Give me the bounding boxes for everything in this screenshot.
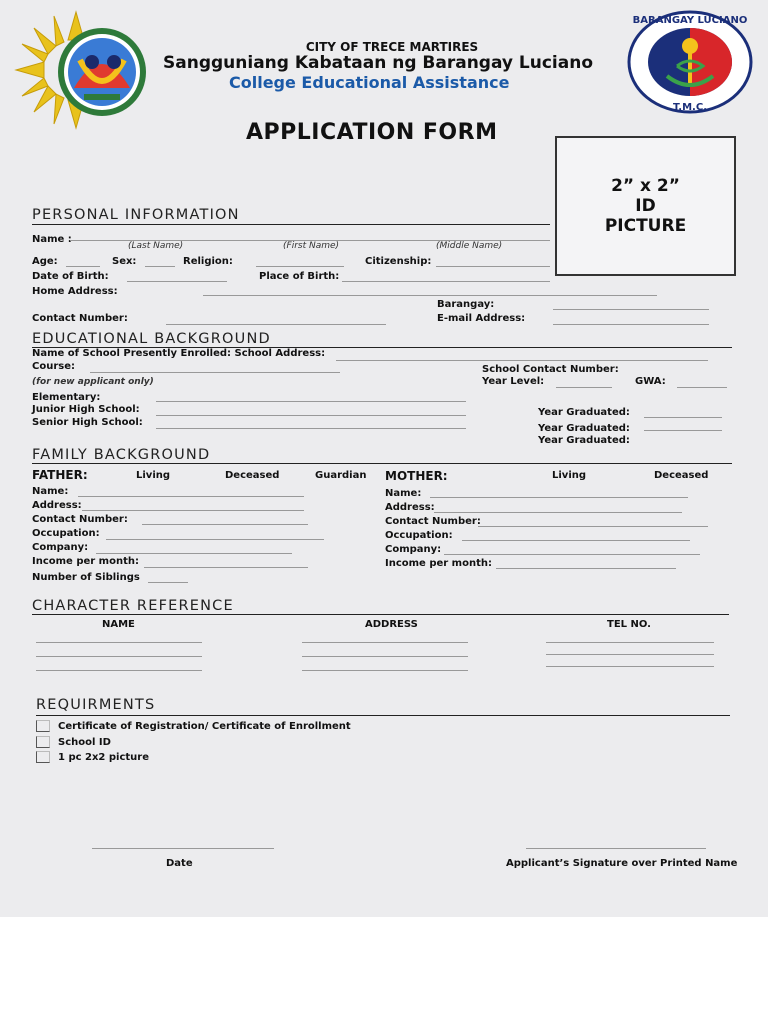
elementary-line[interactable] <box>156 401 466 402</box>
mother-contact-line[interactable] <box>478 526 708 527</box>
barangay-label: Barangay: <box>437 299 495 310</box>
citizenship-line[interactable] <box>436 266 550 267</box>
father-company-line[interactable] <box>96 553 292 554</box>
year-level-label: Year Level: <box>482 376 545 387</box>
elementary-label: Elementary: <box>32 392 101 403</box>
mother-contact-label: Contact Number: <box>385 516 481 527</box>
reference-col-tel: TEL NO. <box>607 619 651 630</box>
name-label: Name : <box>32 234 72 245</box>
sk-logo <box>14 10 148 130</box>
father-contact-line[interactable] <box>142 524 308 525</box>
reference-address-line-2[interactable] <box>302 656 468 657</box>
reference-address-line-3[interactable] <box>302 670 468 671</box>
school-address-line[interactable] <box>336 360 708 361</box>
school-name-label: Name of School Presently Enrolled: School Address: <box>32 348 326 359</box>
year-graduated-jhs-line[interactable] <box>644 430 722 431</box>
requirement-cor-label: Certificate of Registration/ Certificate of Enrollment <box>58 721 351 732</box>
reference-name-line-1[interactable] <box>36 642 202 643</box>
father-label: FATHER: <box>32 468 88 482</box>
middle-name-hint: (Middle Name) <box>436 241 503 251</box>
mother-income-line[interactable] <box>496 568 676 569</box>
mother-occupation-line[interactable] <box>462 540 690 541</box>
father-income-label: Income per month: <box>32 556 139 567</box>
email-label: E-mail Address: <box>437 313 526 324</box>
sex-line[interactable] <box>145 266 175 267</box>
siblings-label: Number of Siblings <box>32 572 140 583</box>
family-rule <box>32 463 732 464</box>
reference-heading: CHARACTER REFERENCE <box>32 598 234 614</box>
id-picture-id: ID <box>635 196 656 216</box>
gwa-line[interactable] <box>677 387 727 388</box>
reference-col-name: NAME <box>102 619 135 630</box>
organization-name: Sangguniang Kabataan ng Barangay Luciano <box>163 53 594 73</box>
father-contact-label: Contact Number: <box>32 514 128 525</box>
father-company-label: Company: <box>32 542 89 553</box>
reference-tel-line-1[interactable] <box>546 642 714 643</box>
father-name-line[interactable] <box>78 496 304 497</box>
requirement-checkbox-cor[interactable] <box>36 720 50 732</box>
personal-rule <box>32 224 550 225</box>
signature-line[interactable] <box>526 848 706 849</box>
father-living-option[interactable]: Living <box>136 470 171 481</box>
requirements-heading: REQUIRMENTS <box>36 697 156 713</box>
sex-label: Sex: <box>112 256 137 267</box>
personal-info-heading: PERSONAL INFORMATION <box>32 207 240 223</box>
jhs-label: Junior High School: <box>32 404 140 415</box>
father-occupation-label: Occupation: <box>32 528 100 539</box>
pob-line[interactable] <box>342 281 550 282</box>
requirement-checkbox-picture[interactable] <box>36 751 50 763</box>
religion-line[interactable] <box>256 266 344 267</box>
barangay-luciano-seal <box>627 10 753 114</box>
jhs-line[interactable] <box>156 415 466 416</box>
dob-label: Date of Birth: <box>32 271 109 282</box>
dob-line[interactable] <box>127 281 227 282</box>
contact-number-line[interactable] <box>166 324 386 325</box>
requirement-picture-label: 1 pc 2x2 picture <box>58 752 149 763</box>
school-contact-label: School Contact Number: <box>482 364 619 375</box>
year-level-line[interactable] <box>556 387 612 388</box>
id-picture-box <box>555 136 736 276</box>
home-address-line[interactable] <box>203 295 657 296</box>
mother-address-label: Address: <box>385 502 435 513</box>
gwa-label: GWA: <box>635 376 666 387</box>
father-income-line[interactable] <box>144 567 308 568</box>
father-deceased-option[interactable]: Deceased <box>225 470 280 481</box>
city-name: CITY OF TRECE MARTIRES <box>305 40 479 54</box>
father-address-label: Address: <box>32 500 82 511</box>
reference-address-line-1[interactable] <box>302 642 468 643</box>
reference-name-line-2[interactable] <box>36 656 202 657</box>
mother-living-option[interactable]: Living <box>552 470 587 481</box>
seal-text-bottom: T.M.C. <box>673 102 707 113</box>
father-occupation-line[interactable] <box>106 539 324 540</box>
pob-label: Place of Birth: <box>259 271 340 282</box>
age-line[interactable] <box>66 266 100 267</box>
course-line[interactable] <box>90 372 340 373</box>
mother-name-label: Name: <box>385 488 422 499</box>
program-name: College Educational Assistance <box>229 73 510 92</box>
home-address-label: Home Address: <box>32 286 118 297</box>
email-line[interactable] <box>553 324 709 325</box>
shs-line[interactable] <box>156 428 466 429</box>
year-graduated-elementary-line[interactable] <box>644 417 722 418</box>
father-name-label: Name: <box>32 486 69 497</box>
contact-number-label: Contact Number: <box>32 313 128 324</box>
form-title: APPLICATION FORM <box>246 120 498 145</box>
mother-company-label: Company: <box>385 544 442 555</box>
seal-text-top: BARANGAY LUCIANO <box>632 15 748 26</box>
reference-col-address: ADDRESS <box>365 619 418 630</box>
father-address-line[interactable] <box>82 510 304 511</box>
date-label: Date <box>166 858 193 869</box>
guardian-option[interactable]: Guardian <box>315 470 367 481</box>
signature-label: Applicant’s Signature over Printed Name <box>506 858 738 869</box>
siblings-line[interactable] <box>148 582 188 583</box>
mother-name-line[interactable] <box>430 497 688 498</box>
requirement-school-id-label: School ID <box>58 737 111 748</box>
new-applicant-note: (for new applicant only) <box>32 377 154 387</box>
age-label: Age: <box>32 256 58 267</box>
family-heading: FAMILY BACKGROUND <box>32 447 211 463</box>
first-name-hint: (First Name) <box>283 241 340 251</box>
date-line[interactable] <box>92 848 274 849</box>
mother-income-label: Income per month: <box>385 558 492 569</box>
mother-occupation-label: Occupation: <box>385 530 453 541</box>
reference-rule <box>32 614 729 615</box>
education-heading: EDUCATIONAL BACKGROUND <box>32 331 271 347</box>
requirements-rule <box>36 715 730 716</box>
id-picture-size: 2” x 2” <box>611 176 680 196</box>
year-graduated-shs-label: Year Graduated: <box>538 435 630 446</box>
last-name-hint: (Last Name) <box>128 241 184 251</box>
requirement-checkbox-school-id[interactable] <box>36 736 50 748</box>
citizenship-label: Citizenship: <box>365 256 432 267</box>
religion-label: Religion: <box>183 256 233 267</box>
mother-deceased-option[interactable]: Deceased <box>654 470 709 481</box>
year-graduated-elementary-label: Year Graduated: <box>538 407 630 418</box>
mother-company-line[interactable] <box>444 554 700 555</box>
barangay-line[interactable] <box>553 309 709 310</box>
mother-address-line[interactable] <box>434 512 682 513</box>
course-label: Course: <box>32 361 75 372</box>
id-picture-label: PICTURE <box>604 216 687 236</box>
year-graduated-jhs-label: Year Graduated: <box>538 423 630 434</box>
shs-label: Senior High School: <box>32 417 143 428</box>
reference-name-line-3[interactable] <box>36 670 202 671</box>
mother-label: MOTHER: <box>385 469 448 483</box>
reference-tel-line-2[interactable] <box>546 654 714 655</box>
reference-tel-line-3[interactable] <box>546 666 714 667</box>
